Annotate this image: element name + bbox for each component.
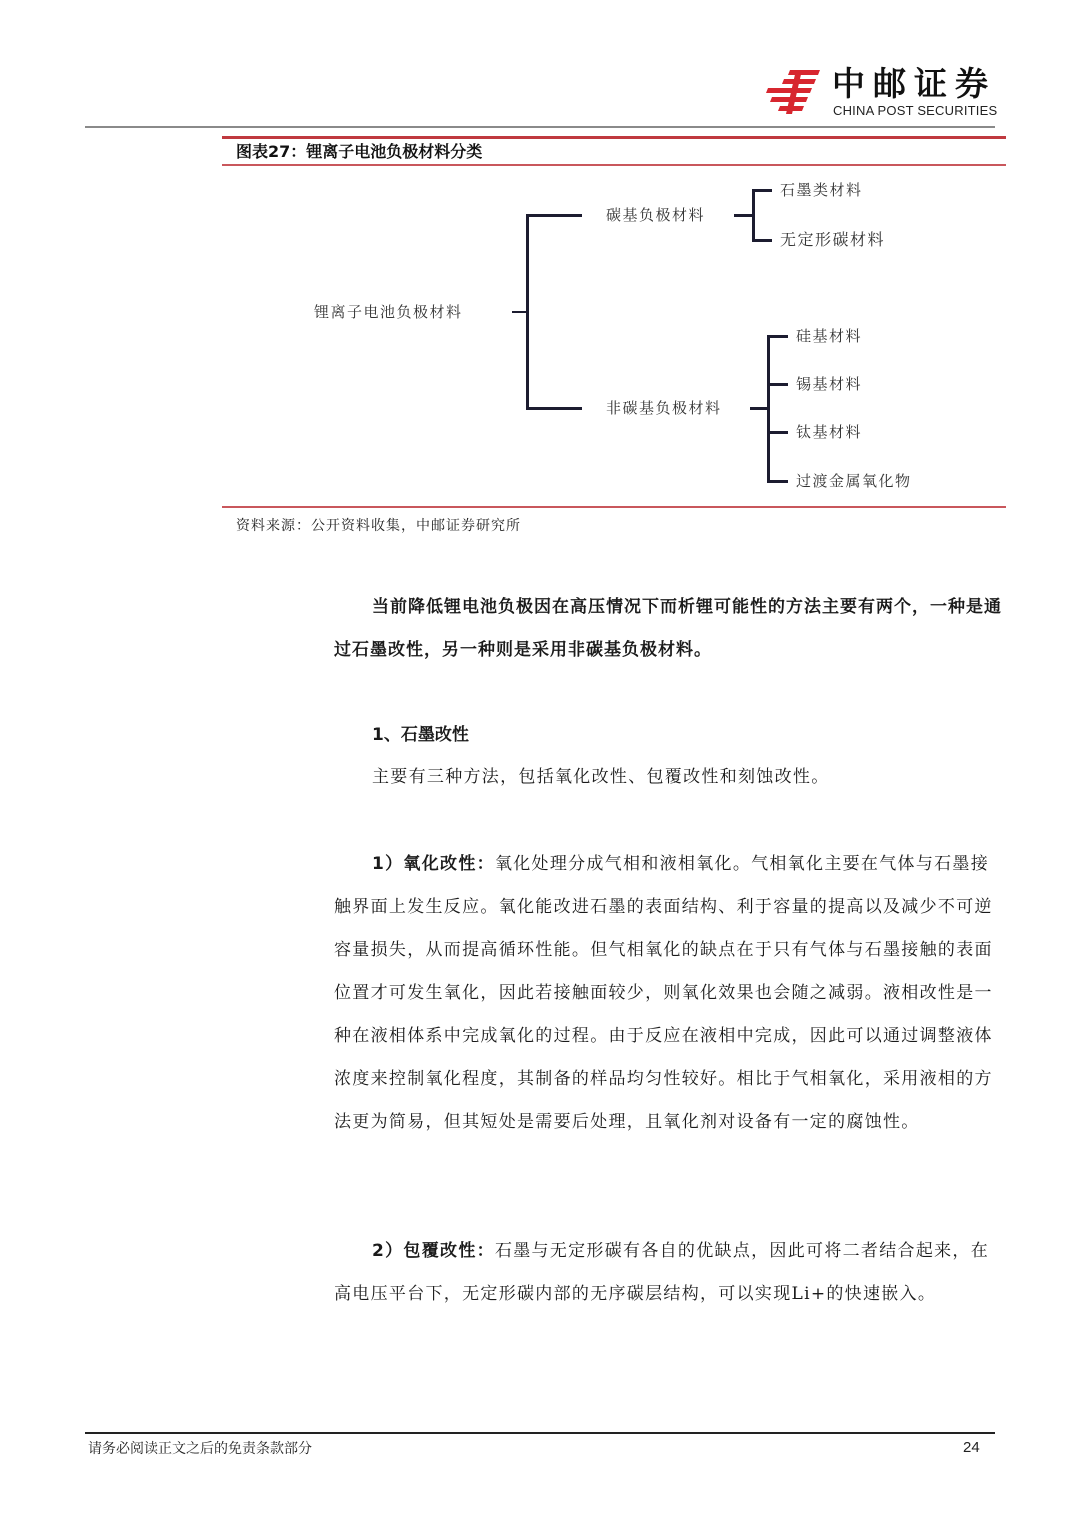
figure-top-rule — [222, 136, 1006, 139]
carbon-connector — [734, 214, 754, 217]
leaf-arm — [767, 431, 788, 434]
item-coating-text: 石墨与无定形碳有各自的优缺点，因此可将二者结合起来，在高电压平台下，无定形碳内部的无序碳层结构，可以实现Li+的快速嵌入。 — [334, 1241, 990, 1304]
leaf-arm — [752, 189, 772, 192]
leaf-transition-metal-oxide: 过渡金属氧化物 — [796, 472, 912, 490]
leaf-amorphous-carbon: 无定形碳材料 — [780, 230, 886, 249]
header-divider — [85, 126, 995, 128]
branch-carbon: 碳基负极材料 — [606, 206, 706, 224]
noncarbon-bracket — [767, 335, 770, 483]
brand-name-en: CHINA POST SECURITIES — [833, 103, 998, 118]
china-post-logo-icon — [766, 68, 822, 116]
section-heading: 1、石墨改性 — [372, 725, 469, 745]
tree-root: 锂离子电池负极材料 — [314, 303, 463, 321]
leaf-arm — [767, 480, 788, 483]
figure-title: 图表27：锂离子电池负极材料分类 — [236, 142, 483, 161]
item-oxidation — [334, 843, 1004, 1144]
item-oxidation-text: 氧化处理分成气相和液相氧化。气相氧化主要在气体与石墨接触界面上发生反应。氧化能改进石墨的表面结构、利于容量的提高以及减少不可逆容量损失，从而提高循环性能。但气相氧化的缺点在于只有气体与石墨接触的表面位置才可发生氧化，因此若接触面较少，则氧化效果也会随之减弱。液相改性是一种在液相体系中完成氧化的过程。由于反应在液相中完成，因此可以通过调整液体浓度来控制氧化程度，其制备的样品均匀性较好。相比于气相氧化，采用液相的方法更为简易，但其短处是需要后处理，且氧化剂对设备有一定的腐蚀性。 — [334, 854, 993, 1132]
leaf-arm — [767, 335, 788, 338]
brand-name-cn: 中邮证券 — [832, 64, 996, 103]
footer-divider — [85, 1432, 995, 1434]
carbon-bracket — [752, 189, 755, 242]
figure-bottom-rule — [222, 506, 1006, 508]
intro-rest: 是通过石墨改性，另一种则是采用非碳基负极材料。 — [334, 597, 1002, 660]
leaf-tin: 锡基材料 — [796, 375, 863, 393]
root-bracket — [526, 214, 529, 410]
branch-noncarbon: 非碳基负极材料 — [606, 399, 722, 417]
figure-source: 资料来源：公开资料收集，中邮证券研究所 — [236, 518, 521, 534]
intro-lead: 当前降低锂电池负极因在高压情况下而析锂可能性的方法主要有两个，一种 — [372, 597, 966, 617]
page-number: 24 — [963, 1439, 980, 1456]
item-oxidation-label: 1）氧化改性： — [372, 854, 495, 874]
leaf-arm — [767, 383, 788, 386]
item-coating — [334, 1230, 1004, 1316]
figure-title-rule — [222, 164, 1006, 166]
section-intro: 主要有三种方法，包括氧化改性、包覆改性和刻蚀改性。 — [372, 767, 830, 787]
leaf-titanium: 钛基材料 — [796, 423, 863, 441]
branch-arm-noncarbon — [526, 407, 582, 410]
branch-arm-carbon — [526, 214, 582, 217]
leaf-arm — [752, 239, 772, 242]
item-coating-label: 2）包覆改性： — [372, 1241, 495, 1261]
intro-paragraph — [334, 586, 1004, 672]
footer-disclaimer: 请务必阅读正文之后的免责条款部分 — [88, 1441, 312, 1457]
leaf-graphite: 石墨类材料 — [780, 181, 863, 199]
leaf-silicon: 硅基材料 — [796, 327, 863, 345]
